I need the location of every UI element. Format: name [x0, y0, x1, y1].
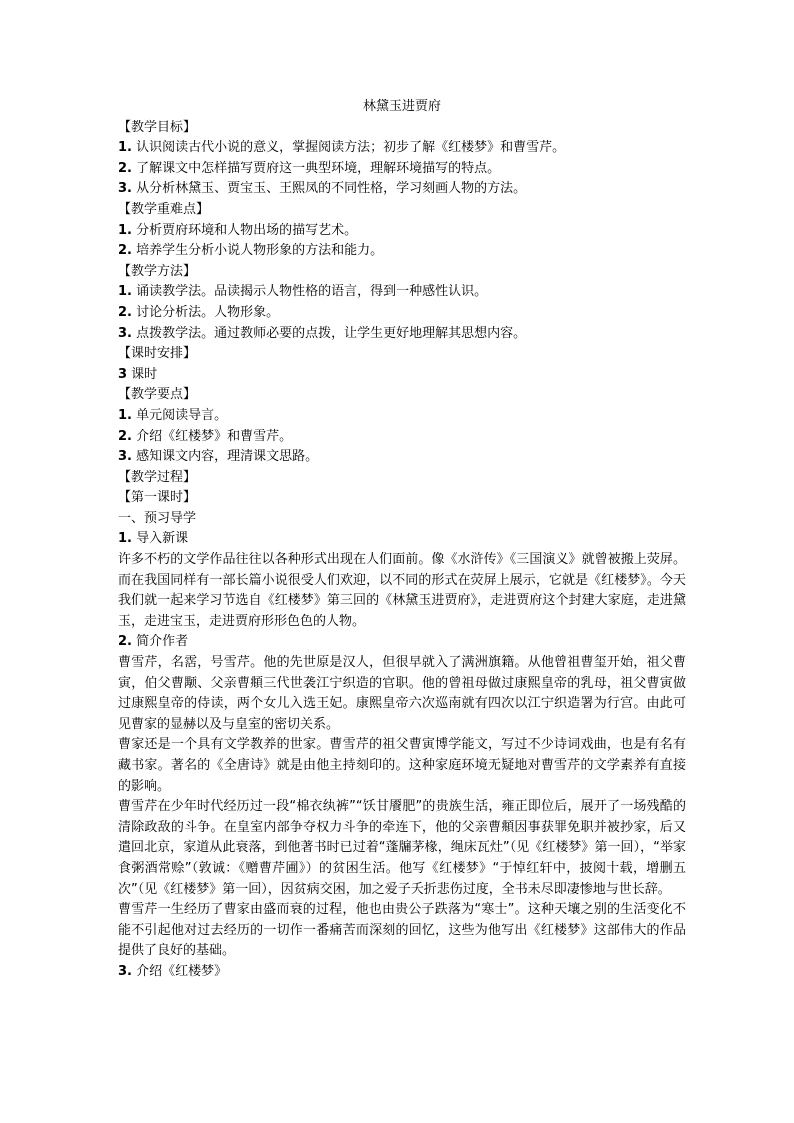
difficulty-item: 1. 分析贾府环境和人物出场的描写艺术。	[118, 222, 358, 238]
author-paragraph: 曹雪芹，名霑，号雪芹。他的先世原是汉人，但很早就入了满洲旗籍。从他曾祖曹玺开始，祖父曹寅，伯父曹颙、父亲曹頫三代世袭江宁织造的官职。他的曾祖母做过康熙皇帝的乳母，祖父曹寅做过康熙皇帝的侍读，两个女儿入选王妃。康熙皇帝六次巡南就有四次以江宁织造署为行宫。由此可见曹家的显赫以及与皇室的密切关系。	[118, 655, 686, 732]
process-heading: 【教学过程】	[118, 469, 197, 485]
author-paragraph: 曹家还是一个具有文学教养的世家。曹雪芹的祖父曹寅博学能文，写过不少诗词戏曲，也是有名有藏书家。著名的《全唐诗》就是由他主持刻印的。这种家庭环境无疑地对曹雪芹的文学素养有直接的影响。	[118, 737, 686, 794]
intro-paragraph: 许多不朽的文学作品往往以各种形式出现在人们面前。像《水浒传》《三国演义》就曾被搬上荧屏。而在我国同样有一部长篇小说很受人们欢迎，以不同的形式在荧屏上展示，它就是《红楼梦》。今天我们就一起来学习节选自《红楼梦》第三回的《林黛玉进贾府》，走进贾府这个封建大家庭，走进黛玉，走进宝玉，走进贾府形形色色的人物。	[118, 552, 686, 629]
point-item: 2. 介绍《红楼梦》和曹雪芹。	[118, 428, 293, 444]
author-paragraph: 曹雪芹一生经历了曹家由盛而衰的过程，他也由贵公子跌落为“寒士”。这种天壤之别的生活变化不能不引起他对过去经历的一切作一番痛苦而深刻的回忆，这些为他写出《红楼梦》这部伟大的作品提供了良好的基础。	[118, 902, 686, 959]
difficulties-heading: 【教学重难点】	[118, 201, 210, 217]
subheading-author: 2. 简介作者	[118, 634, 189, 650]
method-item: 3. 点拨教学法。通过教师必要的点拨，让学生更好地理解其思想内容。	[118, 325, 527, 341]
goal-item: 1. 认识阅读古代小说的意义，掌握阅读方法；初步了解《红楼梦》和曹雪芹。	[118, 140, 566, 156]
first-lesson-heading: 【第一课时】	[118, 490, 197, 506]
goal-item: 2. 了解课文中怎样描写贾府这一典型环境，理解环境描写的特点。	[118, 160, 501, 176]
schedule-heading: 【课时安排】	[118, 346, 197, 362]
document-page	[118, 97, 686, 983]
schedule-value: 3 课时	[118, 366, 158, 382]
difficulty-item: 2. 培养学生分析小说人物形象的方法和能力。	[118, 243, 384, 259]
goals-heading: 【教学目标】	[118, 119, 197, 135]
point-item: 3. 感知课文内容，理清课文思路。	[118, 449, 319, 465]
document-title: 林黛玉进贾府	[362, 99, 441, 114]
method-item: 1. 诵读教学法。品读揭示人物性格的语言，得到一种感性认识。	[118, 284, 488, 300]
point-item: 1. 单元阅读导言。	[118, 407, 228, 423]
points-heading: 【教学要点】	[118, 387, 197, 403]
subheading-intro: 1. 导入新课	[118, 531, 189, 547]
author-paragraph: 曹雪芹在少年时代经历过一段“棉衣纨裤”“饫甘餍肥”的贵族生活，雍正即位后，展开了一场残酷的清除政敌的斗争。在皇室内部争夺权力斗争的牵连下，他的父亲曹頫因事获罪免职并被抄家，后又遣回北京，家道从此衰落，到他著书时已过着“蓬牖茅椽，绳床瓦灶”（见《红楼梦》第一回），“举家食粥酒常赊”（敦诚：《赠曹芹圃》）的贫困生活。他写《红楼梦》“于悼红轩中，披阅十载，增删五次”（见《红楼梦》第一回），因贫病交困，加之爱子夭折悲伤过度，全书未尽即凄惨地与世长辞。	[118, 799, 686, 897]
subheading-novel: 3. 介绍《红楼梦》	[118, 963, 228, 979]
goal-item: 3. 从分析林黛玉、贾宝玉、王熙凤的不同性格，学习刻画人物的方法。	[118, 181, 527, 197]
method-item: 2. 讨论分析法。人物形象。	[118, 304, 280, 320]
part-one-heading: 一、预习导学	[118, 510, 197, 526]
methods-heading: 【教学方法】	[118, 263, 197, 279]
